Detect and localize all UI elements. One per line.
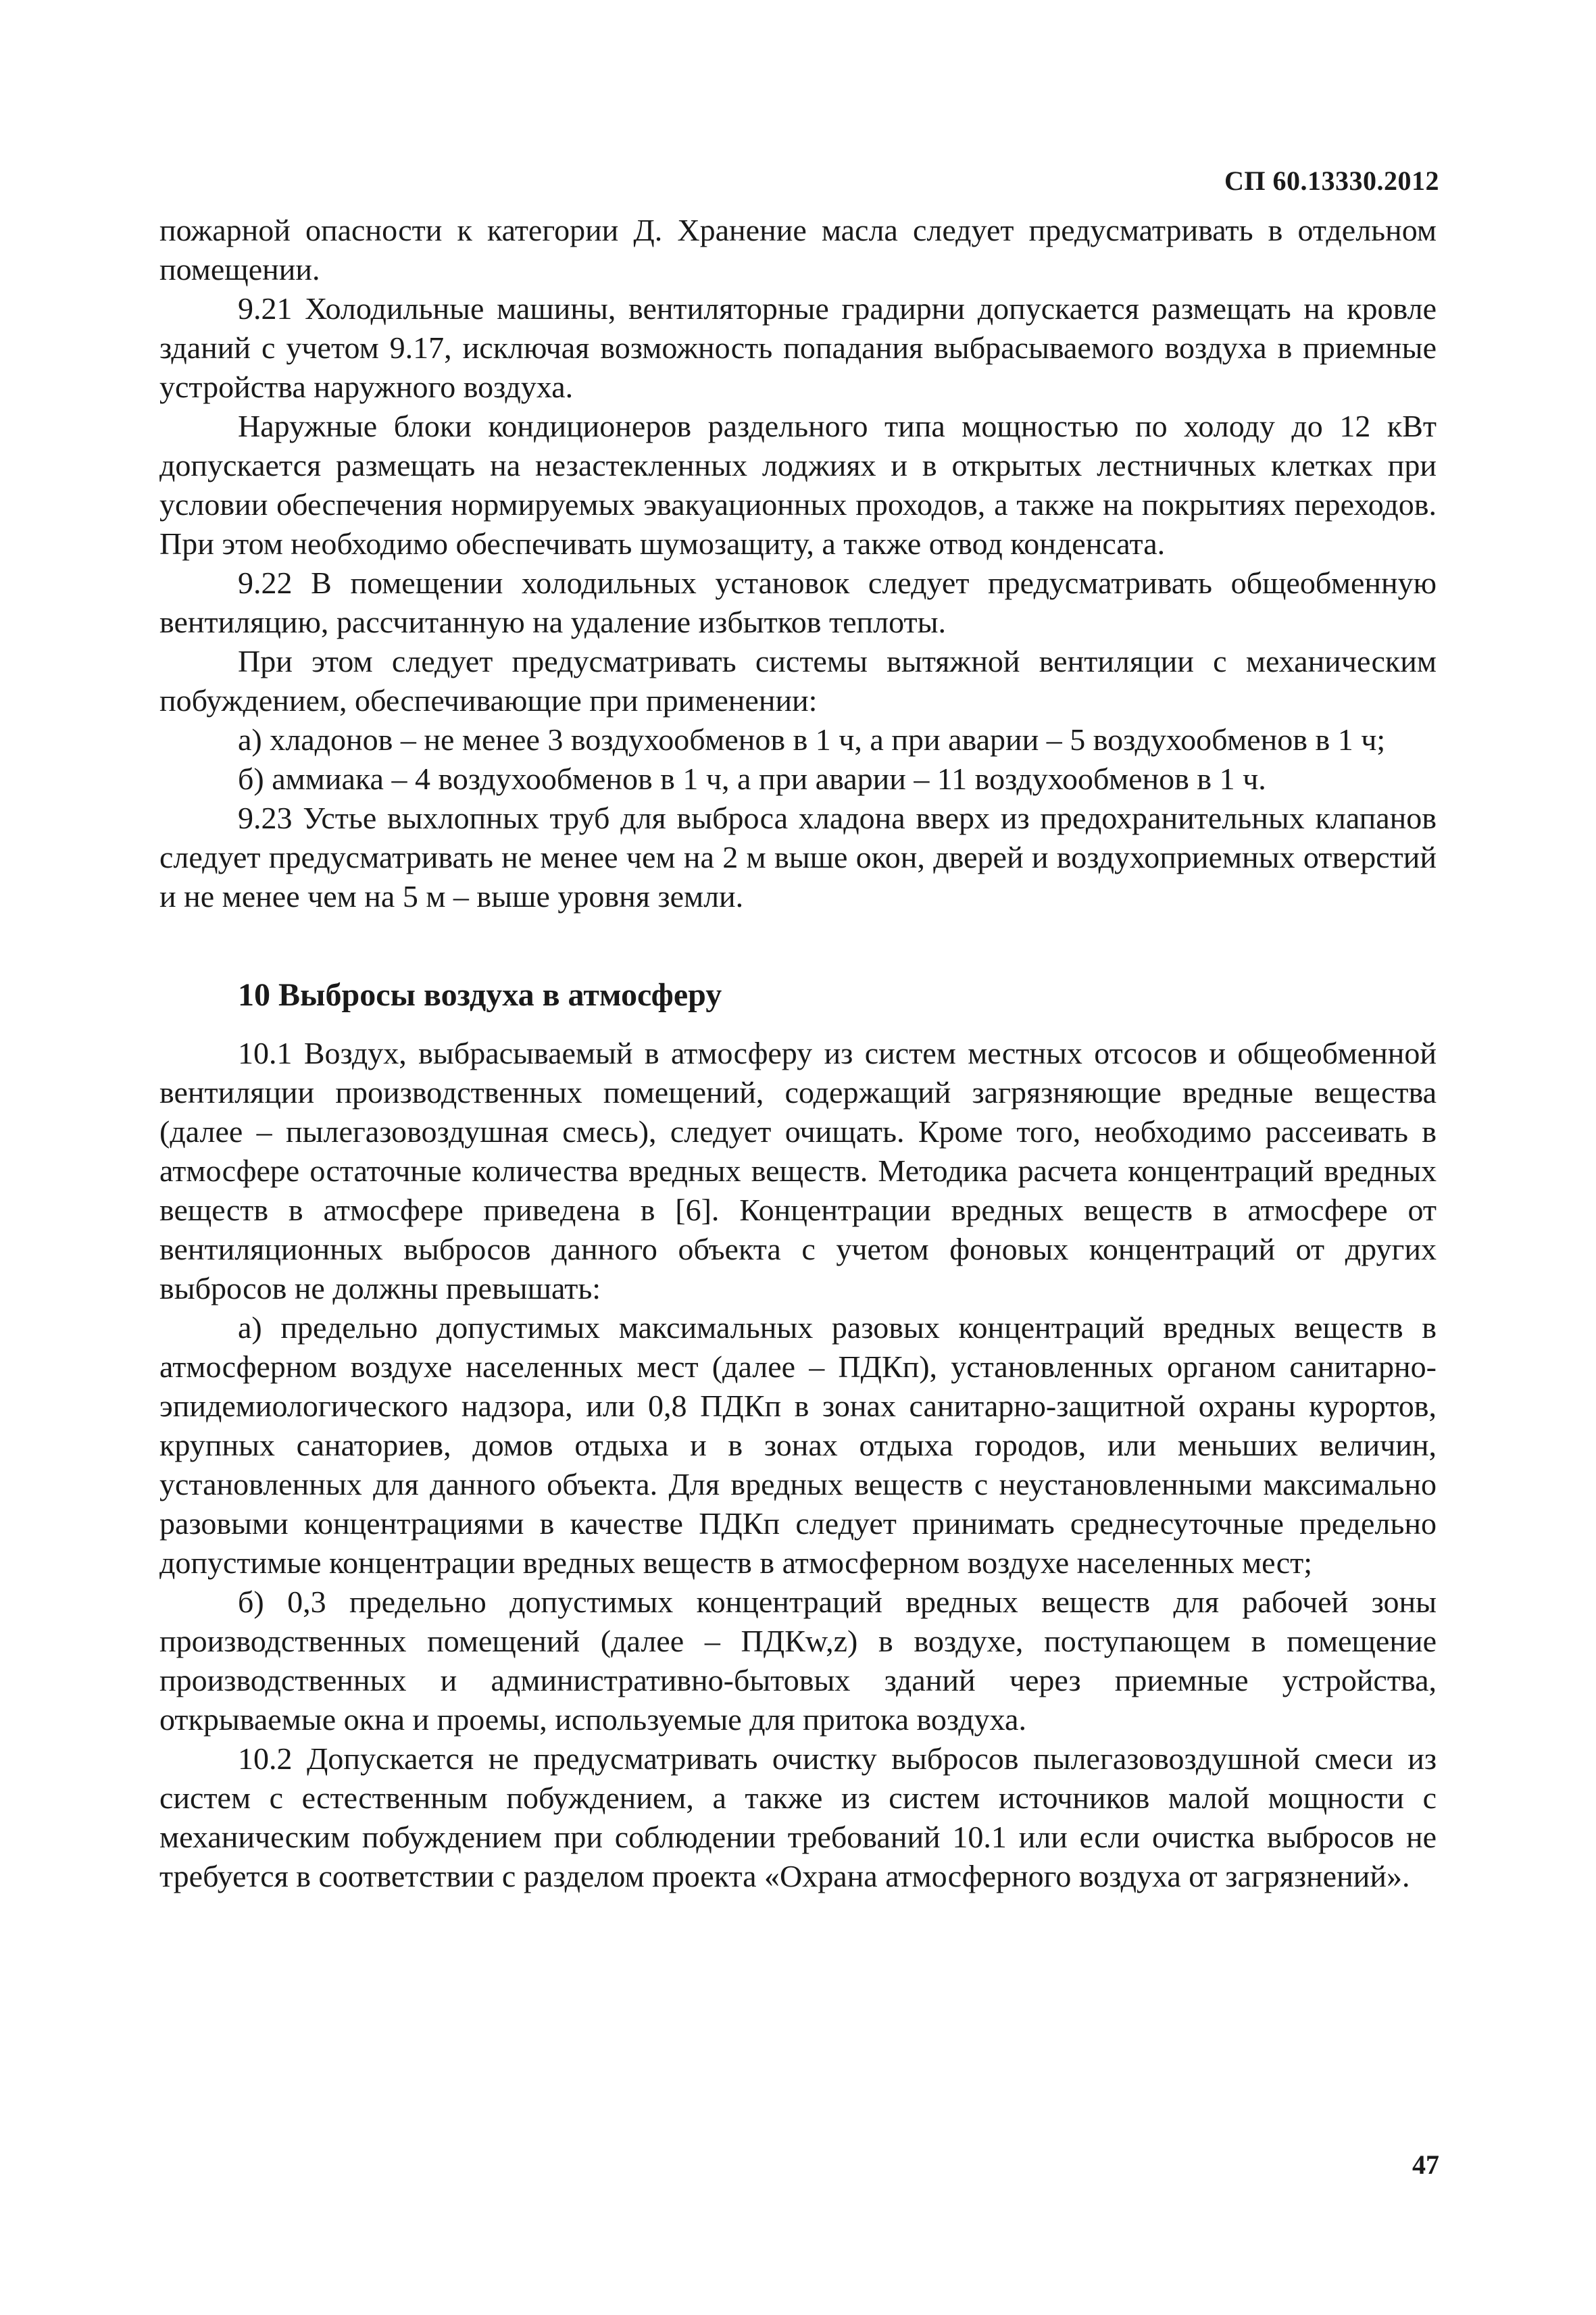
paragraph-9-21: 9.21 Холодильные машины, вентиляторные градирни допускается размещать на кровле зданий с учетом 9.17, исключая возможность попадания выбрасываемого воздуха в приемные устройства наружного воздуха. — [159, 291, 1437, 404]
list-item-a-freons: а) хладонов – не менее 3 воздухообменов в 1 ч, а при аварии – 5 воздухообменов в 1 ч; — [238, 722, 1386, 757]
paragraph-exhaust-systems: При этом следует предусматривать системы вытяжной вентиляции с механическим побуждением, обеспечивающие при применении: — [159, 644, 1437, 718]
paragraph-10-2: 10.2 Допускается не предусматривать очистку выбросов пылегазовоздушной смеси из систем с естественным побуждением, а также из систем источников малой мощности с механическим побуждением при соблюдении требований 10.1 или если очистка выбросов не требуется в соответствии с разделом проекта «Охрана атмосферного воздуха от загрязнений». — [159, 1741, 1437, 1893]
paragraph-outdoor-units: Наружные блоки кондиционеров раздельного типа мощностью по холоду до 12 кВт допускается размещать на незастекленных лоджиях и в открытых лестничных клетках при условии обеспечения нормируемых эвакуационных проходов, а также на покрытиях переходов. При этом необходимо обеспечивать шумозащиту, а также отвод конденсата. — [159, 409, 1437, 561]
list-item-a-pdk: а) предельно допустимых максимальных разовых концентраций вредных веществ в атмосферном воздухе населенных мест (далее – ПДКп), установленных органом санитарно-эпидемиологического надзора, или 0,8 ПДКп в зонах санитарно-защитной охраны курортов, крупных санаториев, домов отдыха и в зонах отдыха городов, или меньших величин, установленных для данного объекта. Для вредных веществ с неустановленными максимально разовыми концентрациями в качестве ПДКп следует принимать среднесуточные предельно допустимые концентрации вредных веществ в атмосферном воздухе населенных мест; — [159, 1310, 1437, 1580]
paragraph-10-1: 10.1 Воздух, выбрасываемый в атмосферу из систем местных отсосов и общеобменной вентиляции производственных помещений, содержащий загрязняющие вредные вещества (далее – пылегазовоздушная смесь), следует очищать. Кроме того, необходимо рассеивать в атмосфере остаточные количества вредных веществ. Методика расчета концентраций вредных веществ в атмосфере приведена в [6]. Концентрации вредных веществ в атмосфере от вентиляционных выбросов данного объекта с учетом фоновых концентраций от других выбросов не должны превышать: — [159, 1036, 1437, 1305]
paragraph-9-23: 9.23 Устье выхлопных труб для выброса хладона вверх из предохранительных клапанов следует предусматривать не менее чем на 2 м выше окон, дверей и воздухоприемных отверстий и не менее чем на 5 м – выше уровня земли. — [159, 801, 1437, 914]
document-code-header: СП 60.13330.2012 — [1224, 166, 1439, 196]
list-item-b-ammonia: б) аммиака – 4 воздухообменов в 1 ч, а при аварии – 11 воздухообменов в 1 ч. — [238, 762, 1266, 796]
list-item-b-pdk-work-zone: б) 0,3 предельно допустимых концентраций вредных веществ для рабочей зоны производственных помещений (далее – ПДКw,z) в воздухе, поступающем в помещение производственных и административно-бытовых зданий через приемные устройства, открываемые окна и проемы, используемые для притока воздуха. — [159, 1585, 1437, 1737]
document-body — [159, 211, 1437, 1896]
section-heading: 10 Выбросы воздуха в атмосферу — [238, 977, 722, 1013]
paragraph-9-22: 9.22 В помещении холодильных установок следует предусматривать общеобменную вентиляцию, рассчитанную на удаление избытков теплоты. — [159, 566, 1437, 639]
page-number: 47 — [1412, 2149, 1439, 2180]
paragraph-continuation: пожарной опасности к категории Д. Хранение масла следует предусматривать в отдельном помещении. — [159, 213, 1437, 287]
